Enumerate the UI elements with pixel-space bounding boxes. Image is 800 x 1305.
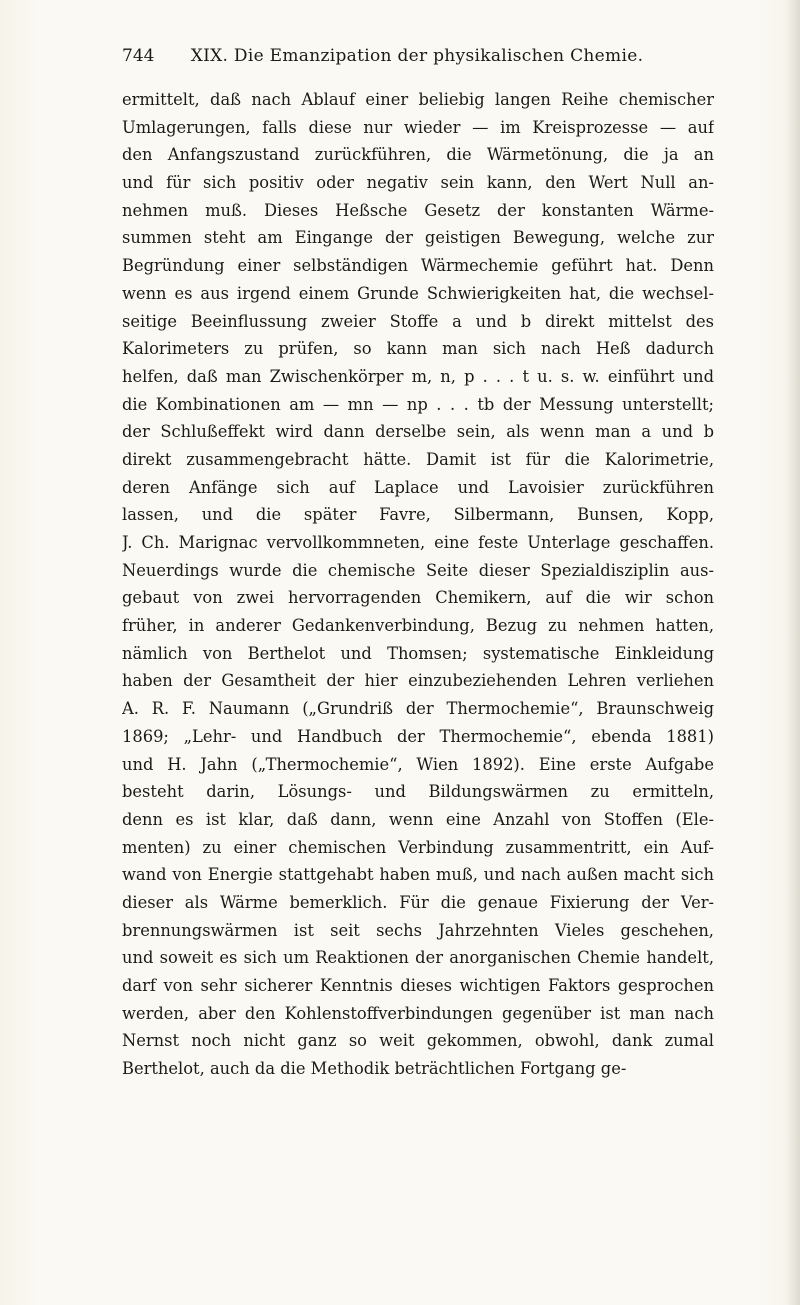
text-line: Begründung einer selbständigen Wärmechemie geführt hat. Denn [122,256,714,276]
text-line: Neuerdings wurde die chemische Seite dieser Spezialdisziplin aus- [122,560,714,580]
text-line: wand von Energie stattgehabt haben muß, und nach außen macht sich [122,865,714,885]
text-line: nehmen muß. Dieses Heßsche Gesetz der konstanten Wärme- [122,200,714,220]
text-line: Berthelot, auch da die Methodik beträchtlichen Fortgang ge- [122,1059,627,1079]
text-line: denn es ist klar, daß dann, wenn eine Anzahl von Stoffen (Ele- [122,809,714,829]
running-title: XIX. Die Emanzipation der physikalischen Chemie. [190,46,644,66]
text-line: der Schlußeffekt wird dann derselbe sein, als wenn man a und b [122,422,714,442]
text-line: brennungswärmen ist seit sechs Jahrzehnten Vieles geschehen, [122,920,714,940]
text-line: Umlagerungen, falls diese nur wieder — im Kreisprozesse — auf [122,117,714,137]
text-line: den Anfangszustand zurückführen, die Wärmetönung, die ja an [122,145,714,165]
text-line: summen steht am Eingange der geistigen Bewegung, welche zur [122,228,714,248]
text-line: lassen, und die später Favre, Silbermann, Bunsen, Kopp, [122,505,714,525]
text-line: Nernst noch nicht ganz so weit gekommen, obwohl, dank zumal [122,1031,714,1051]
text-line: A. R. F. Naumann („Grundriß der Thermochemie“, Braunschweig [122,699,714,719]
text-line: und soweit es sich um Reaktionen der anorganischen Chemie handelt, [122,948,714,968]
text-line: früher, in anderer Gedankenverbindung, Bezug zu nehmen hatten, [122,616,714,636]
text-line: menten) zu einer chemischen Verbindung zusammentritt, ein Auf- [122,837,714,857]
text-line: wenn es aus irgend einem Grunde Schwierigkeiten hat, die wechsel- [122,283,714,303]
page-number: 744 [122,46,155,66]
text-line: J. Ch. Marignac vervollkommneten, eine feste Unterlage geschaffen. [122,533,714,552]
text-line: ermittelt, daß nach Ablauf einer beliebig langen Reihe chemischer [122,90,714,109]
text-line: direkt zusammengebracht hätte. Damit ist für die Kalorimetrie, [122,449,714,469]
text-line: deren Anfänge sich auf Laplace und Lavoisier zurückführen [122,477,714,497]
text-line: haben der Gesamtheit der hier einzubeziehenden Lehren verliehen [122,671,714,691]
text-line: die Kombinationen am — mn — np . . . tb der Messung unterstellt; [122,394,714,414]
text-line: gebaut von zwei hervorragenden Chemikern, auf die wir schon [122,588,714,608]
text-line: und H. Jahn („Thermochemie“, Wien 1892). Eine erste Aufgabe [122,754,714,774]
text-line: werden, aber den Kohlenstoffverbindungen gegenüber ist man nach [122,1003,714,1023]
page-header [122,46,712,70]
body-paragraph [122,86,714,1083]
text-line: Kalorimeters zu prüfen, so kann man sich nach Heß dadurch [122,339,714,359]
text-line: und für sich positiv oder negativ sein kann, den Wert Null an- [122,173,714,193]
text-line: nämlich von Berthelot und Thomsen; systematische Einkleidung [122,643,714,663]
page-edge-shadow [786,0,800,1305]
text-line: helfen, daß man Zwischenkörper m, n, p . . . t u. s. w. einführt und [122,366,714,386]
text-line: dieser als Wärme bemerklich. Für die genaue Fixierung der Ver- [122,892,714,912]
text-line: 1869; „Lehr- und Handbuch der Thermochemie“, ebenda 1881) [122,726,714,746]
text-line: besteht darin, Lösungs- und Bildungswärmen zu ermitteln, [122,782,714,802]
text-line: darf von sehr sicherer Kenntnis dieses wichtigen Faktors gesprochen [122,976,714,995]
text-line: seitige Beeinflussung zweier Stoffe a und b direkt mittelst des [122,311,714,331]
